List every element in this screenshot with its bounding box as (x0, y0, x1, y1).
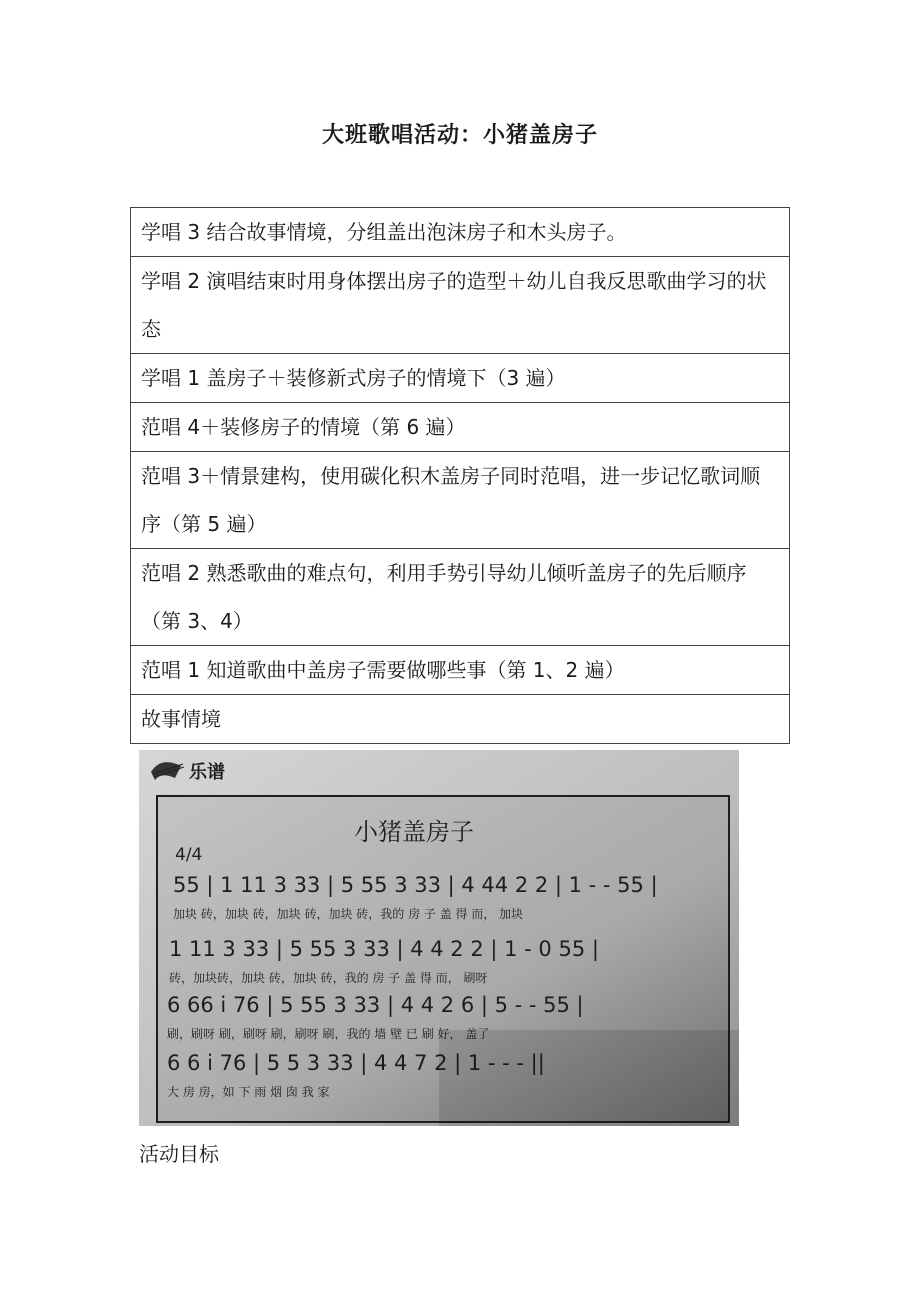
score-lyrics-row-2: 砖，加块砖，加块 砖，加块 砖，我的 房 子 盖 得 而， 刷呀 (169, 971, 488, 985)
table-row (131, 208, 790, 257)
table-cell: 范唱 1 知道歌曲中盖房子需要做哪些事（第 1、2 遍） (131, 646, 790, 695)
table-cell: 学唱 2 演唱结束时用身体摆出房子的造型＋幼儿自我反思歌曲学习的状态 (131, 257, 790, 354)
table-row (131, 452, 790, 549)
table-row (131, 646, 790, 695)
table-cell: 学唱 3 结合故事情境，分组盖出泡沫房子和木头房子。 (131, 208, 790, 257)
table-cell: 范唱 2 熟悉歌曲的难点句，利用手势引导幼儿倾听盖房子的先后顺序（第 3、4） (131, 549, 790, 646)
score-notes-row-3: 6 66 i 76 | 5 55 3 33 | 4 4 2 6 | 5 - - 55 | (167, 993, 584, 1017)
photo-shadow (439, 1030, 739, 1126)
table-cell: 范唱 3＋情景建构，使用碳化积木盖房子同时范唱，进一步记忆歌词顺序（第 5 遍） (131, 452, 790, 549)
score-lyrics-row-4: 大 房 房，如 下 雨 烟 囱 我 家 (167, 1085, 330, 1099)
score-title: 小猪盖房子 (354, 818, 474, 846)
table-row (131, 257, 790, 354)
table-row (131, 549, 790, 646)
table-row (131, 403, 790, 452)
score-notes-row-2: 1 11 3 33 | 5 55 3 33 | 4 4 2 2 | 1 - 0 55 | (169, 937, 599, 961)
activity-steps-table (130, 207, 790, 744)
score-lyrics-row-1: 加块 砖，加块 砖，加块 砖，加块 砖，我的 房 子 盖 得 而， 加块 (173, 907, 524, 921)
table-row (131, 695, 790, 744)
table-cell: 故事情境 (131, 695, 790, 744)
score-lyrics-row-3: 刷，刷呀 刷，刷呀 刷，刷呀 刷，我的 墙 壁 已 刷 好， 盖了 (167, 1027, 490, 1041)
score-notes-row-4: 6 6 i 76 | 5 5 3 33 | 4 4 7 2 | 1 - - - || (167, 1051, 545, 1075)
table-cell: 范唱 4＋装修房子的情境（第 6 遍） (131, 403, 790, 452)
table-row (131, 354, 790, 403)
score-notes-row-1: 55 | 1 11 3 33 | 5 55 3 33 | 4 44 2 2 | 1 - - 55 | (173, 873, 658, 897)
score-photo-svg (139, 750, 739, 1126)
table-cell: 学唱 1 盖房子＋装修新式房子的情境下（3 遍） (131, 354, 790, 403)
score-photo (139, 750, 739, 1126)
section-label-objectives: 活动目标 (139, 1142, 219, 1166)
score-logo-text: 乐谱 (189, 762, 225, 783)
document-title: 大班歌唱活动：小猪盖房子 (321, 123, 598, 148)
time-signature: 4/4 (175, 845, 203, 865)
